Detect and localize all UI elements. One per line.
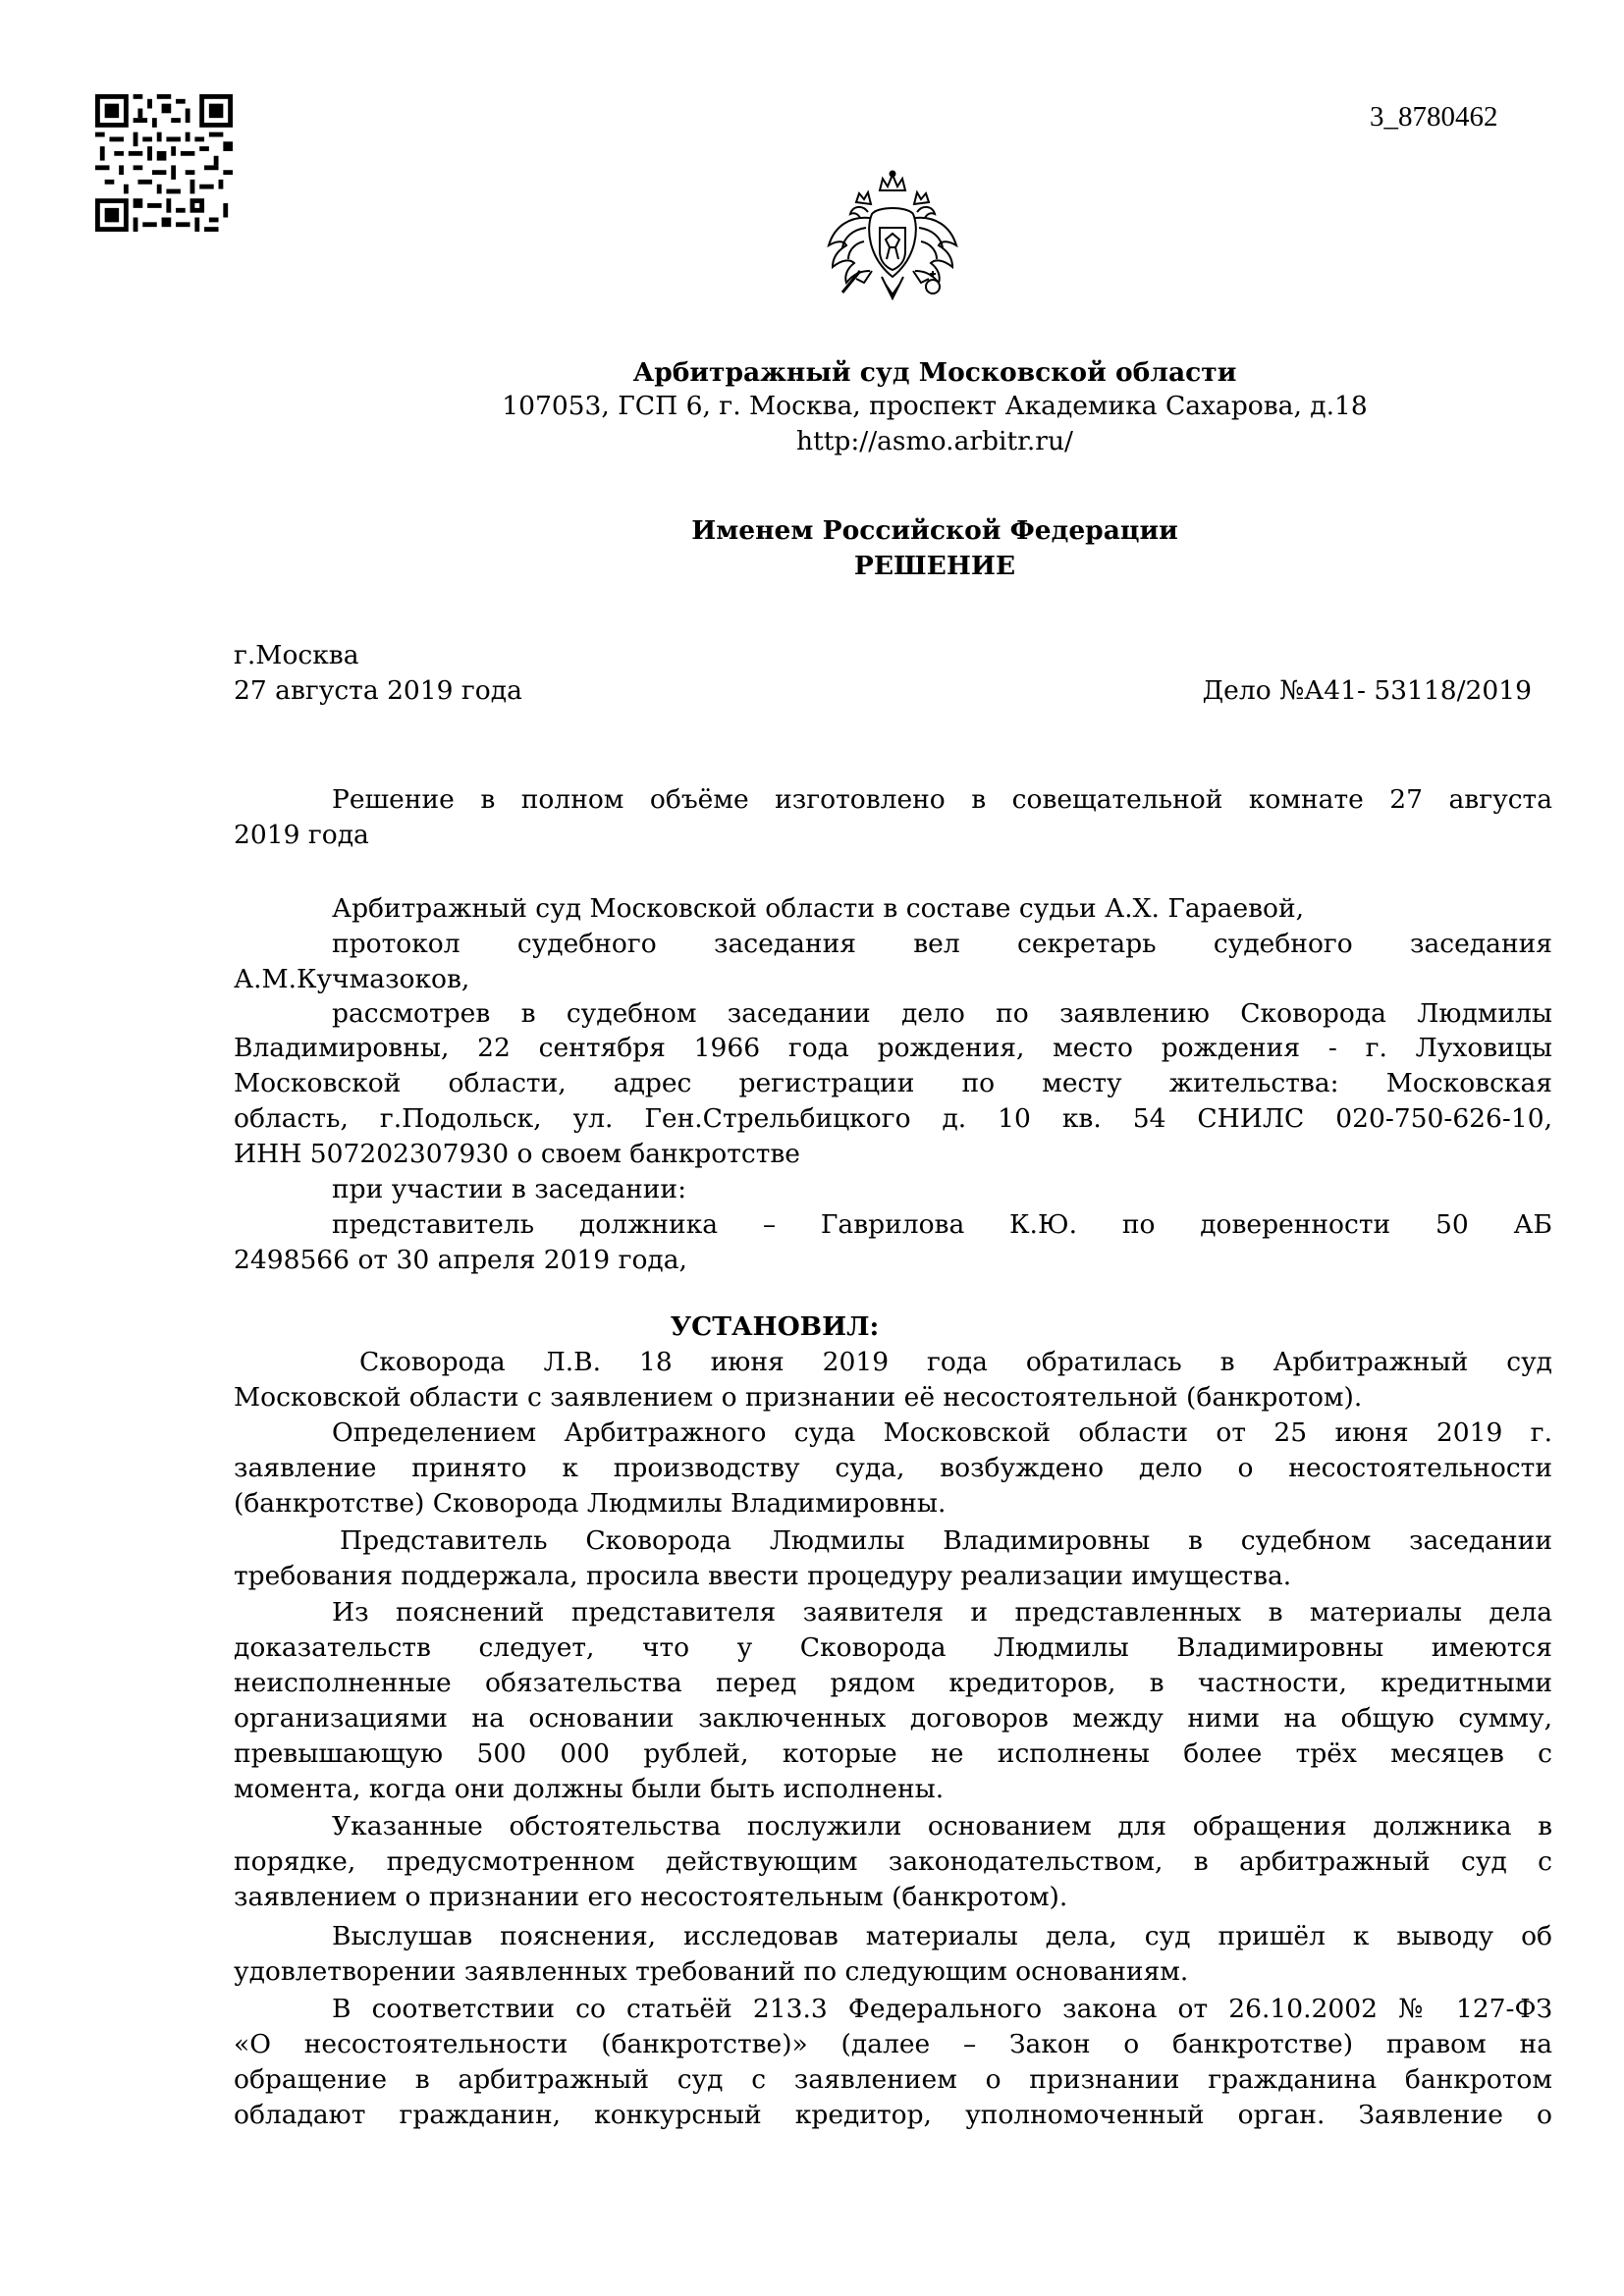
paragraph-line: Определением Арбитражного суда Московской области от 25 июня 2019 г. [332, 1417, 1552, 1448]
document-id: 3_8780462 [1370, 101, 1498, 133]
paragraph-line: Указанные обстоятельства послужили основанием для обращения должника в [332, 1811, 1552, 1842]
paragraph-line: Сковорода Л.В. 18 июня 2019 года обратилась в Арбитражный суд [359, 1347, 1552, 1377]
paragraph-line: Решение в полном объёме изготовлено в совещательной комнате 27 августа [332, 784, 1552, 815]
city-label: г.Москва [234, 640, 359, 670]
paragraph-line: 2019 года [234, 820, 369, 850]
paragraph-line: обладают гражданин, конкурсный кредитор, уполномоченный орган. Заявление о [234, 2100, 1552, 2130]
paragraph-line: организациями на основании заключенных договоров между ними на общую сумму, [234, 1703, 1552, 1734]
paragraph-line: 2498566 от 30 апреля 2019 года, [234, 1245, 687, 1275]
paragraph-line: Выслушав пояснения, исследовав материалы дела, суд пришёл к выводу об [332, 1921, 1552, 1951]
qr-code-icon [95, 94, 233, 232]
document-body [234, 0, 1552, 2296]
paragraph-line: Московской области с заявлением о признании её несостоятельной (банкротом). [234, 1382, 1363, 1413]
paragraph-line: Владимировны, 22 сентября 1966 года рождения, место рождения - г. Луховицы [234, 1033, 1552, 1063]
court-url[interactable]: http://asmo.arbitr.ru/ [796, 426, 1073, 456]
paragraph-line: А.М.Кучмазоков, [234, 964, 470, 994]
paragraph-line: Московской области, адрес регистрации по месту жительства: Московская [234, 1068, 1552, 1098]
court-address: 107053, ГСП 6, г. Москва, проспект Академика Сахарова, д.18 [502, 391, 1368, 421]
court-name: Арбитражный суд Московской области [632, 357, 1237, 388]
in-the-name-heading: Именем Российской Федерации [691, 515, 1178, 546]
paragraph-line: требования поддержала, просила ввести процедуру реализации имущества. [234, 1561, 1292, 1591]
paragraph-line: при участии в заседании: [332, 1174, 687, 1204]
paragraph-line: ИНН 507202307930 о своем банкротстве [234, 1139, 800, 1169]
paragraph-line: момента, когда они должны были быть исполнены. [234, 1774, 945, 1804]
paragraph-line: Из пояснений представителя заявителя и представленных в материалы дела [332, 1597, 1552, 1628]
decision-title: РЕШЕНИЕ [853, 551, 1016, 581]
decision-date: 27 августа 2019 года [234, 675, 522, 706]
paragraph-line: В соответствии со статьёй 213.3 Федерального закона от 26.10.2002 № 127-ФЗ [332, 1994, 1552, 2024]
paragraph-line: Арбитражный суд Московской области в составе судьи А.Х. Гараевой, [332, 893, 1305, 924]
paragraph-line: превышающую 500 000 рублей, которые не исполнены более трёх месяцев с [234, 1738, 1552, 1769]
paragraph-line: доказательств следует, что у Сковорода Людмилы Владимировны имеются [234, 1632, 1552, 1663]
paragraph-line: Представитель Сковорода Людмилы Владимировны в судебном заседании [340, 1525, 1552, 1556]
paragraph-line: «О несостоятельности (банкротстве)» (далее – Закон о банкротстве) правом на [234, 2029, 1552, 2059]
case-number: Дело №А41- 53118/2019 [1202, 675, 1532, 706]
paragraph-line: рассмотрев в судебном заседании дело по заявлению Сковорода Людмилы [332, 998, 1552, 1029]
paragraph-line: представитель должника – Гаврилова К.Ю. по доверенности 50 АБ [332, 1209, 1552, 1240]
paragraph-line: заявление принято к производству суда, возбуждено дело о несостоятельности [234, 1453, 1552, 1483]
paragraph-line: (банкротстве) Сковорода Людмилы Владимировны. [234, 1488, 947, 1519]
paragraph-line: область, г.Подольск, ул. Ген.Стрельбицкого д. 10 кв. 54 СНИЛС 020-750-626-10, [234, 1103, 1552, 1134]
paragraph-line: неисполненные обязательства перед рядом кредиторов, в частности, кредитными [234, 1668, 1552, 1698]
paragraph-line: заявлением о признании его несостоятельным (банкротом). [234, 1882, 1068, 1912]
paragraph-line: обращение в арбитражный суд с заявлением о признании гражданина банкротом [234, 2064, 1552, 2095]
paragraph-line: удовлетворении заявленных требований по следующим основаниям. [234, 1956, 1189, 1987]
section-heading-established: УСТАНОВИЛ: [670, 1311, 880, 1342]
paragraph-line: порядке, предусмотренном действующим законодательством, в арбитражный суд с [234, 1846, 1552, 1877]
paragraph-line: протокол судебного заседания вел секретарь судебного заседания [332, 929, 1552, 959]
